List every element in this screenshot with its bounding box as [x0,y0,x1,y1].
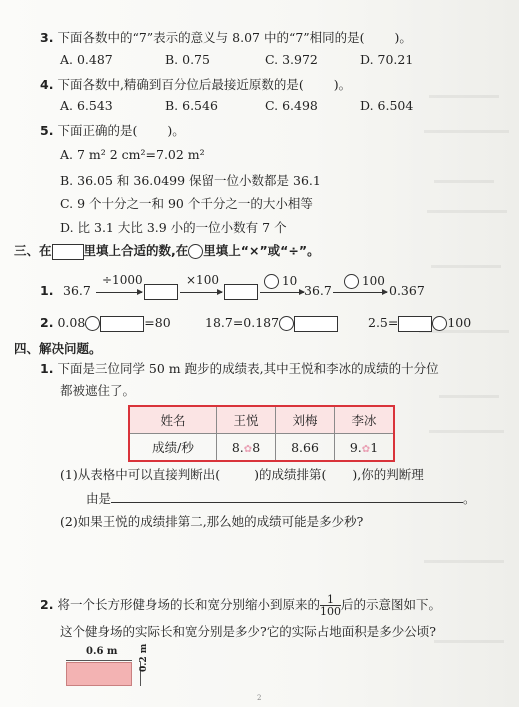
s3-q2-eq1-right: =80 [144,315,171,330]
table-header-cell: 王悦 [217,406,276,434]
q3-option-a[interactable]: A. 0.487 [60,52,113,67]
section3-title-part-c: 里填上“×”或“÷”。 [203,243,320,258]
page-number: 2 [257,694,262,702]
rect-length-dimension-line [66,660,132,661]
q5-stem-line [40,123,185,139]
table-header-row [129,406,394,434]
s4-q1-sub1-line [60,467,424,483]
s4-q1-text-1: 下面是三位同学 50 m 跑步的成绩表,其中王悦和李冰的成绩的十分位 [57,361,439,376]
s3-q2-eq1-answer-box[interactable] [100,316,144,332]
q4-option-c[interactable]: C. 6.498 [265,98,318,113]
s3-q1-arrow-2 [180,292,222,293]
s3-q1-mid-value: 36.7 [304,283,332,298]
s3-q2-number: 2. [40,315,54,330]
q3-paren-close: )。 [394,30,412,45]
s4-q2-fraction [320,594,341,617]
q4-paren-close: )。 [333,77,352,92]
q3-option-c[interactable]: C. 3.972 [265,52,318,67]
s4-q1-line2: 都被遮住了。 [60,383,136,398]
s4-q1-reason-underline[interactable] [111,491,463,503]
s4-q1-sub2: (2)如果王悦的成绩排第二,那么她的成绩可能是多少秒? [60,514,364,529]
table-row-label: 成绩/秒 [129,434,217,462]
s3-q1-operator-circle-1[interactable] [264,274,279,289]
s3-q2-eq2 [205,315,338,332]
rect-length-label: 0.6 m [86,646,118,657]
s4-q1-sub1-part-b: )的成绩排第( [254,467,327,482]
s4-q2-text-a: 将一个长方形健身场的长和宽分别缩小到原来的 [57,597,320,612]
table-row [129,434,394,462]
s3-q1-arrow-1 [96,292,142,293]
table-cell-liumei: 8.66 [276,434,335,462]
q4-number: 4. [40,77,54,92]
q5-option-d[interactable]: D. 比 3.1 大比 3.9 小的一位小数有 7 个 [60,220,287,235]
section3-title-part-a: 三、在 [14,243,52,258]
q4-option-b[interactable]: B. 6.546 [165,98,218,113]
table-cell-wangyue [217,434,276,462]
s3-q1-start-value: 36.7 [63,283,91,298]
s3-q1-end-value: 0.367 [389,283,425,298]
fraction-denominator: 100 [319,605,341,618]
s3-q2-line [40,315,171,332]
s3-q1-answer-box-2[interactable] [224,284,258,300]
q5-option-a[interactable]: A. 7 m² 2 cm²=7.02 m² [60,147,205,162]
q5-stem: 下面正确的是( [57,123,138,138]
s3-q1-arrow-3 [260,292,304,293]
s4-q1-sub1-part-a: (1)从表格中可以直接判断出( [60,467,221,482]
s3-q2-eq3 [368,315,471,332]
s3-q1-number: 1. [40,283,54,298]
s3-q2-eq3-answer-box[interactable] [398,316,432,332]
table-cell-libing [335,434,395,462]
q5-option-c[interactable]: C. 9 个十分之一和 90 个千分之一的大小相等 [60,196,313,211]
s4-q1-sub1-end: 。 [463,491,476,506]
s3-q2-eq3-left: 2.5= [368,315,399,330]
s4-q2-number: 2. [40,597,54,612]
q3-stem-line [40,30,412,46]
s4-q1-sub1-reason-line [86,491,476,507]
s3-q1-answer-box-1[interactable] [144,284,178,300]
s4-q1-sub1-part-d: 由是 [86,491,112,506]
s4-q1-number: 1. [40,361,54,376]
s3-q2-eq3-right: 100 [447,315,472,330]
s3-q2-eq2-operator-circle[interactable] [279,316,294,331]
s3-q2-eq3-operator-circle[interactable] [432,316,447,331]
q4-option-a[interactable]: A. 6.543 [60,98,113,113]
title-circle-icon [188,244,203,259]
q4-option-d[interactable]: D. 6.504 [360,98,414,113]
q5-paren-close: )。 [167,123,185,138]
table-header-cell: 刘梅 [276,406,335,434]
q4-stem-line [40,77,351,93]
q5-option-b[interactable]: B. 36.05 和 36.0499 保留一位小数都是 36.1 [60,173,321,188]
flower-cover-icon: ✿ [361,443,371,455]
schematic-rectangle [66,662,132,686]
q5-number: 5. [40,123,54,138]
score-table [128,405,395,462]
fraction-numerator: 1 [326,593,334,606]
s4-q2-line1 [40,594,441,617]
title-square-box-icon [52,244,84,260]
section3-title [14,243,320,260]
q4-stem: 下面各数中,精确到百分位后最接近原数的是( [57,77,304,92]
rect-width-label: 0.2 m [139,643,149,672]
s3-q1-arrow-4 [333,292,387,293]
wangyue-score-suffix: 8 [252,439,261,455]
q3-option-d[interactable]: D. 70.21 [360,52,414,67]
section3-title-part-b: 里填上合适的数,在 [83,243,189,258]
table-header-cell: 李冰 [335,406,395,434]
wangyue-score-prefix: 8. [231,439,244,455]
s4-q2-text-b: 后的示意图如下。 [340,597,441,612]
s3-q2-eq2-answer-box[interactable] [294,316,338,332]
libing-score-suffix: 1 [370,439,379,455]
s4-q1-line1 [40,361,439,377]
s3-q1-op-divide-1000: ÷1000 [102,273,143,287]
s3-q1-operator-circle-2[interactable] [344,274,359,289]
s4-q1-sub1-part-c: ),你的判断理 [352,467,424,482]
section4-title: 四、解决问题。 [14,341,102,356]
s4-q2-line2: 这个健身场的实际长和宽分别是多少?它的实际占地面积是多少公顷? [60,624,436,639]
libing-score-prefix: 9. [349,439,362,455]
s3-q2-eq1-left: 0.08 [57,315,86,330]
s3-q1-op-times-100: ×100 [186,273,219,287]
q3-stem: 下面各数中的“7”表示的意义与 8.07 中的“7”相同的是( [57,30,365,45]
flower-cover-icon: ✿ [243,443,253,455]
s3-q1-op-10: 10 [282,274,298,288]
s3-q2-eq1-operator-circle[interactable] [85,316,100,331]
table-header-cell: 姓名 [129,406,217,434]
q3-option-b[interactable]: B. 0.75 [165,52,210,67]
q3-number: 3. [40,30,54,45]
s3-q2-eq2-left: 18.7=0.187 [205,315,280,330]
s3-q1-op-100: 100 [362,274,385,288]
